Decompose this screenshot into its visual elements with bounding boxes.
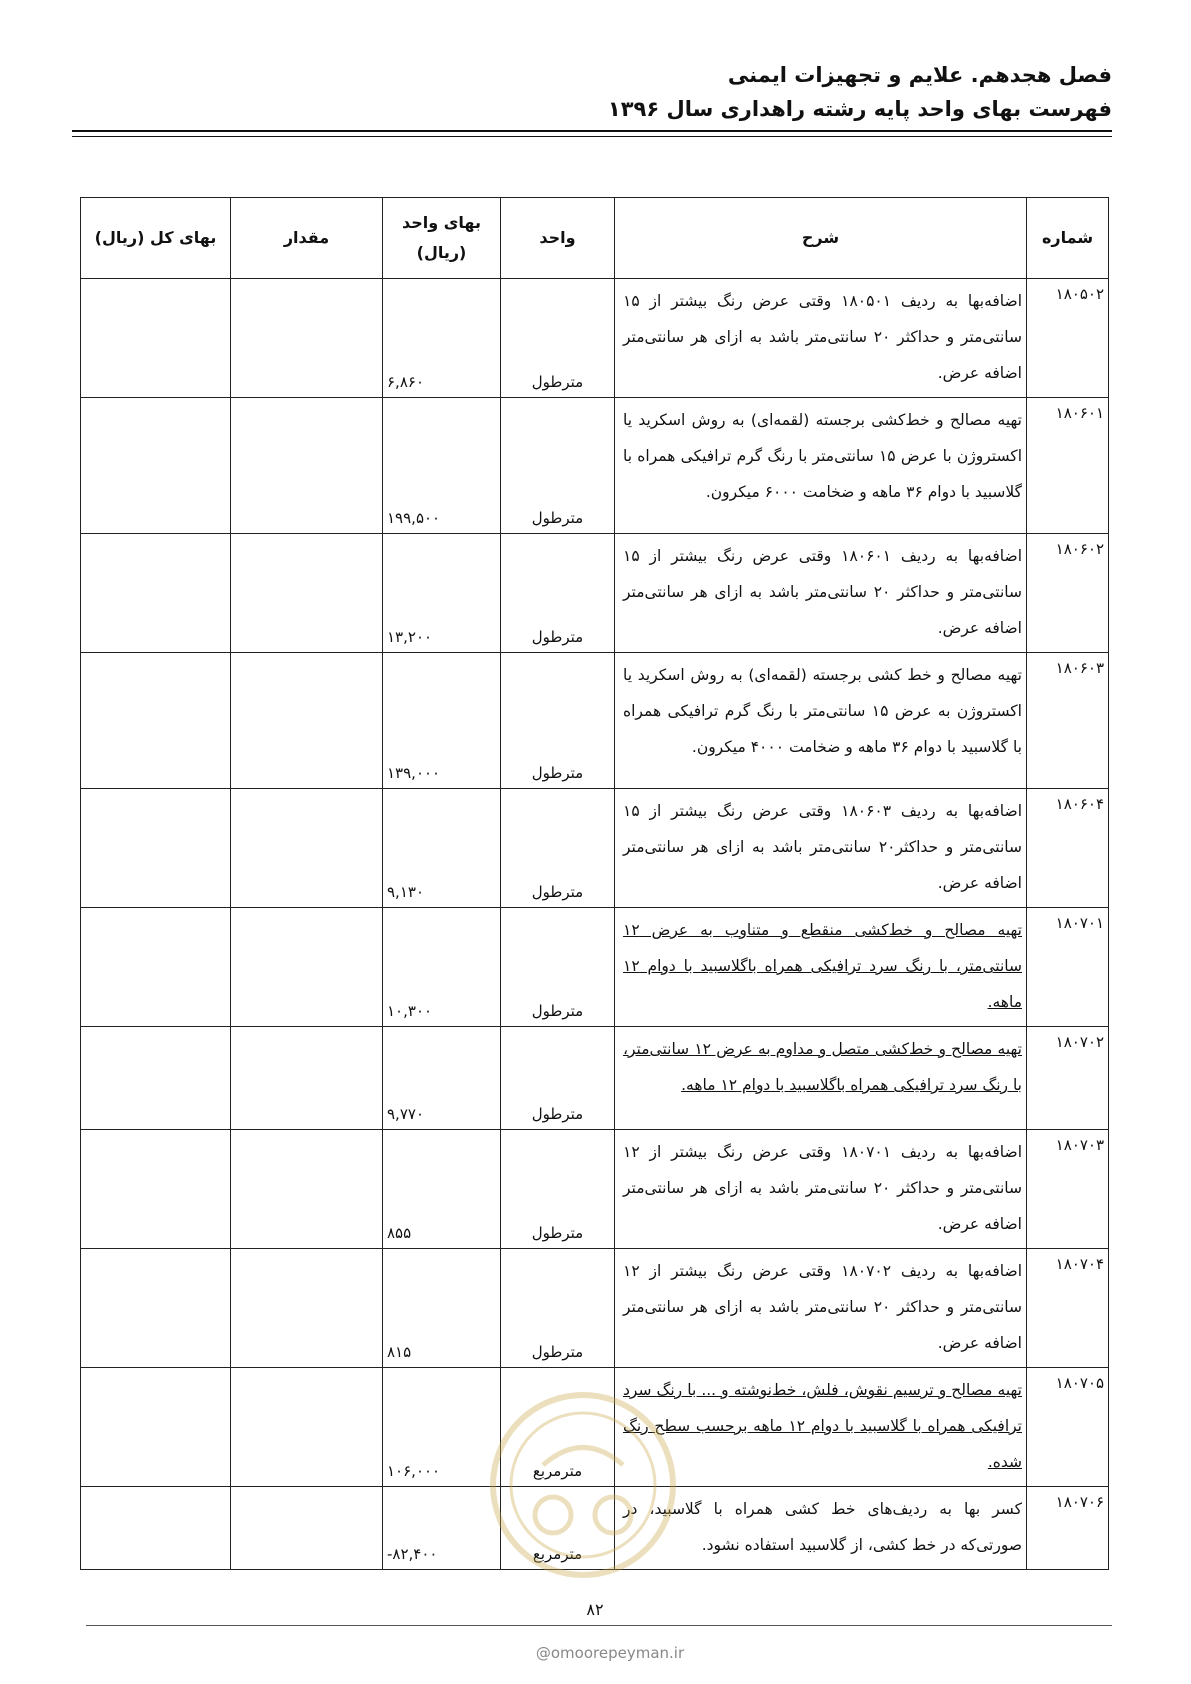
row-number: ۱۸۰۷۰۵: [1027, 1368, 1109, 1487]
col-header-unit-price-currency: (ریال): [416, 243, 467, 262]
row-quantity: [231, 534, 383, 653]
col-header-description: شرح: [615, 198, 1027, 279]
row-unit-price: -۸۲,۴۰۰: [383, 1487, 501, 1570]
row-total-price: [81, 1249, 231, 1368]
row-description-text: تهیه مصالح و خط کشی برجسته (لقمه‌ای) به روش اسکرید یا اکستروژن به عرض ۱۵ سانتی‌متر با رنگ گرم ترافیکی همراه با گلاسبید با دوام ۳۶ ماهه و ضخامت ۴۰۰۰ میکرون.: [623, 666, 1022, 756]
row-description-text: اضافه‌بها به ردیف ۱۸۰۷۰۲ وقتی عرض رنگ بیشتر از ۱۲ سانتی‌متر و حداکثر ۲۰ سانتی‌متر باشد به ازای هر سانتی‌متر اضافه عرض.: [623, 1262, 1022, 1352]
table-row: [81, 1130, 1109, 1249]
row-description: [615, 653, 1027, 789]
row-unit-price: ۸۵۵: [383, 1130, 501, 1249]
page-number: ۸۲: [586, 1600, 604, 1619]
row-unit-price: ۶,۸۶۰: [383, 279, 501, 398]
header-rule-thin: [72, 136, 1112, 137]
table-row: [81, 789, 1109, 908]
row-description-text: اضافه‌بها به ردیف ۱۸۰۷۰۱ وقتی عرض رنگ بیشتر از ۱۲ سانتی‌متر و حداکثر ۲۰ سانتی‌متر باشد به ازای هر سانتی‌متر اضافه عرض.: [623, 1143, 1022, 1233]
row-unit: مترطول: [501, 279, 615, 398]
row-quantity: [231, 1249, 383, 1368]
row-total-price: [81, 1368, 231, 1487]
row-description-text: تهیه مصالح و خط‌کشی منقطع و متناوب به عرض ۱۲ سانتی‌متر، با رنگ سرد ترافیکی همراه باگلاسبید با دوام ۱۲ ماهه.: [623, 921, 1022, 1011]
row-total-price: [81, 653, 231, 789]
row-number: ۱۸۰۵۰۲: [1027, 279, 1109, 398]
page-header: [72, 58, 1112, 126]
row-unit: مترطول: [501, 534, 615, 653]
row-unit-price: ۸۱۵: [383, 1249, 501, 1368]
row-unit: مترطول: [501, 653, 615, 789]
row-number: ۱۸۰۶۰۳: [1027, 653, 1109, 789]
site-watermark: @omoorepeyman.ir: [535, 1644, 685, 1662]
row-number: ۱۸۰۷۰۶: [1027, 1487, 1109, 1570]
row-description-text: تهیه مصالح و خط‌کشی برجسته (لقمه‌ای) به روش اسکرید یا اکستروژن با عرض ۱۵ سانتی‌متر با رنگ گرم ترافیکی همراه با گلاسبید با دوام ۳۶ ماهه و ضخامت ۶۰۰۰ میکرون.: [623, 411, 1022, 501]
table-row: [81, 1249, 1109, 1368]
row-number: ۱۸۰۷۰۳: [1027, 1130, 1109, 1249]
row-number: ۱۸۰۶۰۱: [1027, 398, 1109, 534]
row-unit-price: ۹,۷۷۰: [383, 1027, 501, 1130]
row-number: ۱۸۰۷۰۲: [1027, 1027, 1109, 1130]
row-total-price: [81, 789, 231, 908]
row-description-text: اضافه‌بها به ردیف ۱۸۰۶۰۳ وقتی عرض رنگ بیشتر از ۱۵ سانتی‌متر و حداکثر۲۰ سانتی‌متر باشد به ازای هر سانتی‌متر اضافه عرض.: [623, 802, 1023, 892]
row-quantity: [231, 1130, 383, 1249]
row-unit-price: ۱۳۹,۰۰۰: [383, 653, 501, 789]
row-description: [615, 908, 1027, 1027]
table-row: [81, 653, 1109, 789]
row-quantity: [231, 398, 383, 534]
row-description: [615, 398, 1027, 534]
row-number: ۱۸۰۶۰۲: [1027, 534, 1109, 653]
row-unit: مترمربع: [501, 1487, 615, 1570]
row-unit: مترطول: [501, 398, 615, 534]
row-description: [615, 789, 1027, 908]
row-quantity: [231, 1368, 383, 1487]
row-description-text: اضافه‌بها به ردیف ۱۸۰۶۰۱ وقتی عرض رنگ بیشتر از ۱۵ سانتی‌متر و حداکثر ۲۰ سانتی‌متر باشد به ازای هر سانتی‌متر اضافه عرض.: [623, 547, 1022, 637]
row-unit: مترطول: [501, 1130, 615, 1249]
row-quantity: [231, 653, 383, 789]
row-unit: مترمربع: [501, 1368, 615, 1487]
row-description: [615, 1130, 1027, 1249]
row-description: [615, 1249, 1027, 1368]
row-total-price: [81, 1487, 231, 1570]
row-total-price: [81, 534, 231, 653]
row-description-text: تهیه مصالح و خط‌کشی متصل و مداوم به عرض ۱۲ سانتی‌متر، با رنگ سرد ترافیکی همراه باگلاسبید با دوام ۱۲ ماهه.: [623, 1040, 1022, 1094]
row-total-price: [81, 1027, 231, 1130]
watermark-seal: [488, 1390, 678, 1580]
col-header-unit-price-label: بهای واحد: [401, 213, 481, 232]
row-description-text: کسر بها به ردیف‌های خط کشی همراه با گلاسبید، در صورتی‌که در خط کشی، از گلاسبید استفاده نشود.: [623, 1500, 1022, 1554]
row-total-price: [81, 398, 231, 534]
row-description: [615, 534, 1027, 653]
row-quantity: [231, 908, 383, 1027]
row-quantity: [231, 1027, 383, 1130]
row-unit: مترطول: [501, 908, 615, 1027]
row-quantity: [231, 789, 383, 908]
document-title: فهرست بهای واحد پایه رشته راهداری سال ۱۳۹۶: [607, 97, 1112, 121]
table-row: [81, 398, 1109, 534]
row-total-price: [81, 908, 231, 1027]
header-rule: [72, 130, 1112, 132]
row-quantity: [231, 279, 383, 398]
col-header-quantity: مقدار: [231, 198, 383, 279]
row-unit-price: ۹,۱۳۰: [383, 789, 501, 908]
table-row: [81, 534, 1109, 653]
row-total-price: [81, 1130, 231, 1249]
table-row: [81, 1027, 1109, 1130]
row-total-price: [81, 279, 231, 398]
col-header-unit: واحد: [501, 198, 615, 279]
row-number: ۱۸۰۷۰۴: [1027, 1249, 1109, 1368]
row-unit-price: ۱۳,۲۰۰: [383, 534, 501, 653]
table-row: [81, 908, 1109, 1027]
row-description-text: تهیه مصالح و ترسیم نقوش، فلش، خط‌نوشته و ... با رنگ سرد ترافیکی همراه با گلاسبید با دوام ۱۲ ماهه برحسب سطح رنگ شده.: [623, 1381, 1022, 1471]
col-header-total-price: بهای کل (ریال): [81, 198, 231, 279]
col-header-unit-price: [383, 198, 501, 279]
row-description-text: اضافه‌بها به ردیف ۱۸۰۵۰۱ وقتی عرض رنگ بیشتر از ۱۵ سانتی‌متر و حداکثر ۲۰ سانتی‌متر باشد به ازای هر سانتی‌متر اضافه عرض.: [623, 292, 1022, 382]
row-unit: مترطول: [501, 789, 615, 908]
col-header-number: شماره: [1027, 198, 1109, 279]
row-unit-price: ۱۰,۳۰۰: [383, 908, 501, 1027]
chapter-title: فصل هجدهم. علایم و تجهیزات ایمنی: [727, 63, 1112, 87]
row-unit: مترطول: [501, 1027, 615, 1130]
row-description: [615, 279, 1027, 398]
table-header-row: [81, 198, 1109, 279]
row-unit-price: ۱۰۶,۰۰۰: [383, 1368, 501, 1487]
row-unit-price: ۱۹۹,۵۰۰: [383, 398, 501, 534]
row-quantity: [231, 1487, 383, 1570]
price-table: [80, 197, 1109, 1570]
table-row: [81, 279, 1109, 398]
row-number: ۱۸۰۶۰۴: [1027, 789, 1109, 908]
row-number: ۱۸۰۷۰۱: [1027, 908, 1109, 1027]
footer-rule: [86, 1625, 1112, 1626]
row-description: [615, 1027, 1027, 1130]
row-unit: مترطول: [501, 1249, 615, 1368]
